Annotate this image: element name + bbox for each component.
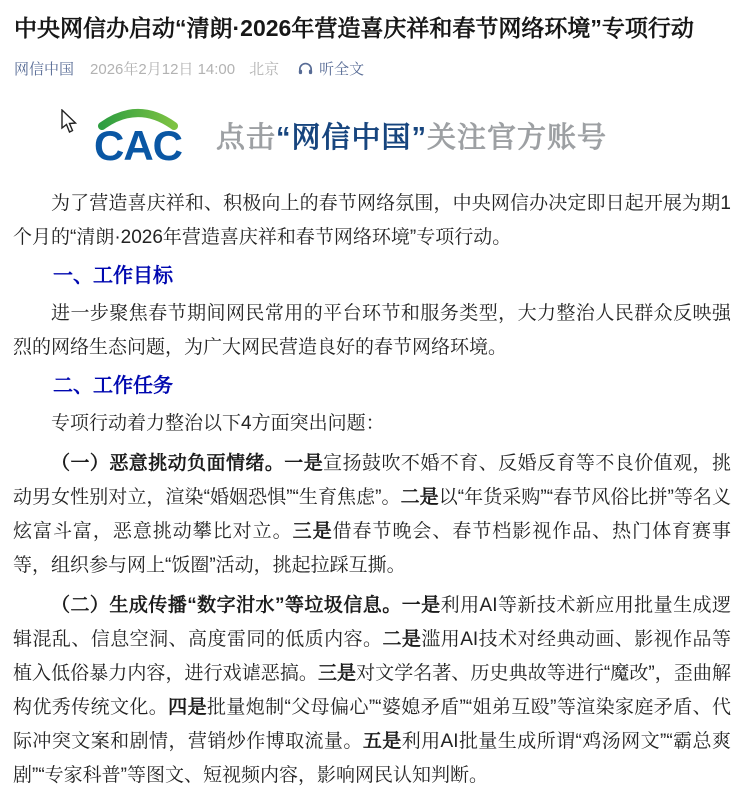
- article-meta: [14, 58, 730, 79]
- article-paragraph: [13, 407, 731, 441]
- paragraph-bold-segment: 五是: [362, 731, 402, 752]
- paragraph-bold-segment: 三是: [292, 521, 333, 542]
- article-paragraph: [13, 187, 731, 255]
- article-body: [13, 187, 731, 793]
- paragraph-text-segment: 以“年货采购”“春节风俗比拼”等名义炫富斗富，恶意挑动攀比对立。: [13, 487, 731, 542]
- cac-logo-text: CAC: [94, 122, 182, 166]
- paragraph-text-segment: 借春节晚会、春节档影视作品、热门体育赛事等，组织参与网上“饭圈”活动，挑起拉踩互撕。: [13, 521, 731, 576]
- cac-logo: [86, 104, 190, 166]
- banner-text-highlight: “网信中国”: [276, 121, 428, 154]
- section-heading: 二、工作任务: [53, 375, 173, 397]
- article-paragraph: [13, 297, 731, 365]
- paragraph-text-segment: 对文学名著、历史典故等进行“魔改”，歪曲解构优秀传统文化。: [13, 663, 731, 718]
- paragraph-text-segment: 为了营造喜庆祥和、积极向上的春节网络氛围，中央网信办决定即日起开展为期1个月的“清朗·2026年营造喜庆祥和春节网络环境”专项行动。: [13, 193, 731, 248]
- paragraph-text-segment: 批量炮制“父母偏心”“婆媳矛盾”“姐弟互殴”等渲染家庭矛盾、代际冲突文案和剧情，营销炒作博取流量。: [13, 697, 731, 752]
- paragraph-text-segment: 利用AI等新技术新应用批量生成逻辑混乱、信息空洞、高度雷同的低质内容。: [13, 595, 731, 650]
- banner-text-suffix: 关注官方账号: [427, 121, 608, 154]
- listen-full-text-button[interactable]: [297, 58, 364, 79]
- paragraph-bold-segment: 一是: [284, 453, 324, 474]
- paragraph-bold-segment: （二）生成传播“数字泔水”等垃圾信息。: [51, 595, 402, 616]
- paragraph-text-segment: 进一步聚焦春节期间网民常用的平台环节和服务类型，大力整治人民群众反映强烈的网络生态问题，为广大网民营造良好的春节网络环境。: [13, 303, 731, 358]
- publish-location: 北京: [249, 61, 280, 78]
- listen-label: 听全文: [319, 61, 365, 78]
- paragraph-bold-segment: （一）恶意挑动负面情绪。: [51, 453, 285, 474]
- paragraph-text-segment: 滥用AI技术对经典动画、影视作品等植入低俗暴力内容，进行戏谑恶搞。: [13, 629, 731, 684]
- banner-slogan: [216, 115, 607, 156]
- paragraph-text-segment: 利用AI批量生成所谓“鸡汤网文”“霸总爽剧”“专家科普”等图文、短视频内容，影响网民认知判断。: [13, 731, 731, 786]
- section-heading: 一、工作目标: [53, 265, 173, 287]
- article-paragraph: [13, 447, 731, 583]
- follow-account-banner[interactable]: [14, 93, 730, 177]
- article-title: 中央网信办启动“清朗·2026年营造喜庆祥和春节网络环境”专项行动: [14, 15, 694, 41]
- source-account-link[interactable]: 网信中国: [14, 61, 75, 78]
- publish-date: 2026年2月12日 14:00: [90, 61, 236, 78]
- paragraph-bold-segment: 三是: [317, 663, 357, 684]
- headphones-icon: [297, 60, 314, 77]
- paragraph-bold-segment: 一是: [401, 595, 441, 616]
- paragraph-bold-segment: 四是: [168, 697, 207, 718]
- paragraph-text-segment: 专项行动着力整治以下4方面突出问题：: [51, 413, 385, 434]
- paragraph-text-segment: 宣扬鼓吹不婚不育、反婚反育等不良价值观，挑动男女性别对立，渲染“婚姻恐惧”“生育焦虑”。: [13, 453, 731, 508]
- banner-text-prefix: 点击: [216, 121, 277, 154]
- paragraph-bold-segment: 二是: [382, 629, 422, 650]
- article-paragraph: [13, 589, 731, 793]
- mouse-cursor-icon: [60, 109, 78, 135]
- paragraph-bold-segment: 二是: [400, 487, 439, 508]
